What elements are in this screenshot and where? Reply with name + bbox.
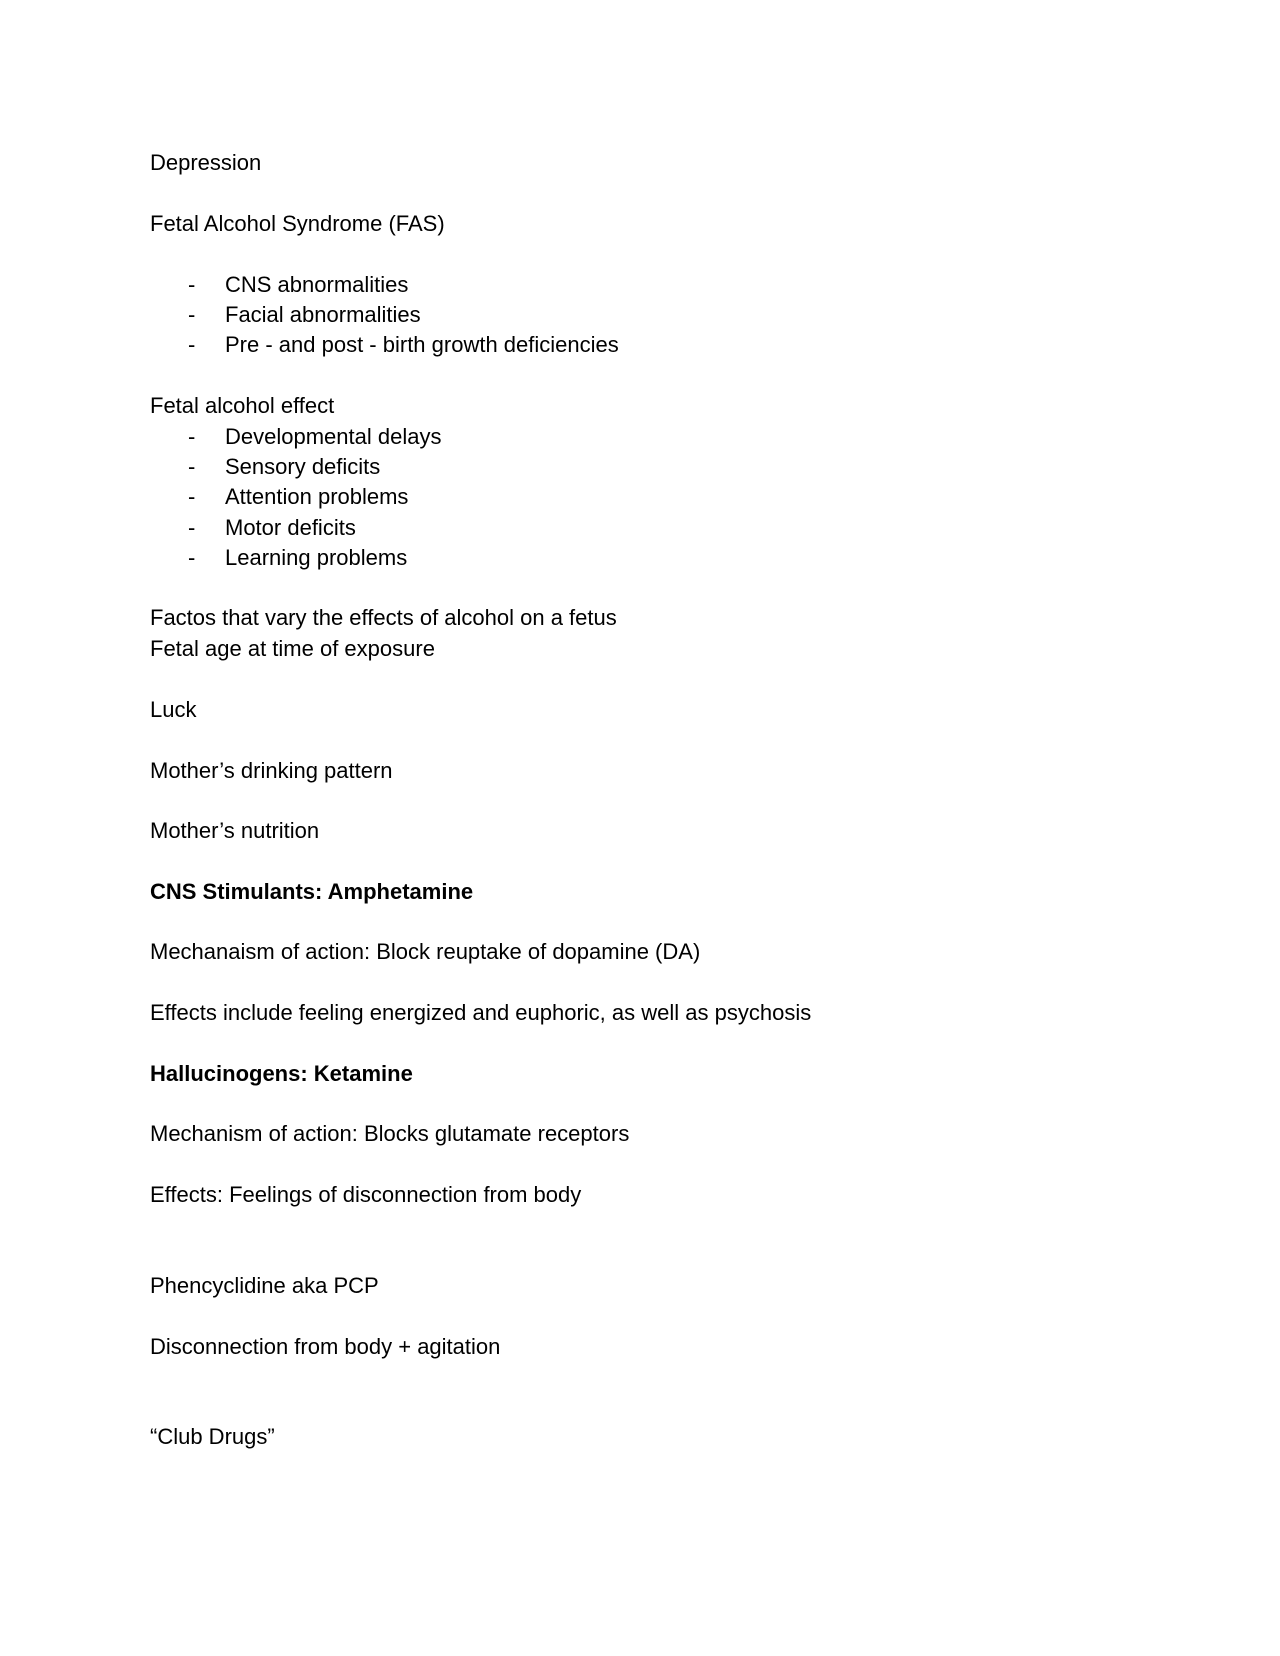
list-item-text: Motor deficits (225, 515, 356, 540)
club-drugs-heading: “Club Drugs” (150, 1424, 275, 1449)
list-item-text: Attention problems (225, 484, 409, 509)
stimulants-heading: CNS Stimulants: Amphetamine (150, 879, 474, 904)
list-item-text: Developmental delays (225, 424, 442, 449)
factor-line: Fetal age at time of exposure (150, 636, 435, 661)
bullet-dash: - (188, 272, 196, 297)
list-item (188, 452, 380, 482)
pcp-heading: Phencyclidine aka PCP (150, 1273, 379, 1298)
list-item-text: Pre - and post - birth growth deficiencies (225, 332, 619, 357)
bullet-dash: - (188, 302, 196, 327)
list-item (188, 330, 619, 360)
hallucinogens-mechanism: Mechanism of action: Blocks glutamate receptors (150, 1121, 630, 1146)
list-item-text: CNS abnormalities (225, 272, 409, 297)
list-item (188, 482, 408, 512)
factors-heading: Factos that vary the effects of alcohol on a fetus (150, 605, 617, 630)
list-item-text: Sensory deficits (225, 454, 381, 479)
hallucinogens-heading: Hallucinogens: Ketamine (150, 1061, 413, 1086)
bullet-dash: - (188, 545, 196, 570)
bullet-dash: - (188, 332, 196, 357)
fae-heading: Fetal alcohol effect (150, 393, 335, 418)
bullet-dash: - (188, 484, 196, 509)
list-item-text: Facial abnormalities (225, 302, 421, 327)
list-item (188, 300, 421, 330)
list-item (188, 513, 356, 543)
fas-heading: Fetal Alcohol Syndrome (FAS) (150, 211, 445, 236)
list-item (188, 543, 407, 573)
hallucinogens-effects: Effects: Feelings of disconnection from body (150, 1182, 582, 1207)
bullet-dash: - (188, 454, 196, 479)
bullet-dash: - (188, 424, 196, 449)
depression-heading: Depression (150, 150, 262, 175)
factor-line: Mother’s nutrition (150, 818, 320, 843)
factor-line: Mother’s drinking pattern (150, 758, 393, 783)
stimulants-mechanism: Mechanaism of action: Block reuptake of dopamine (DA) (150, 939, 701, 964)
pcp-effects: Disconnection from body + agitation (150, 1334, 501, 1359)
list-item (188, 270, 408, 300)
factor-line: Luck (150, 697, 197, 722)
stimulants-effects: Effects include feeling energized and euphoric, as well as psychosis (150, 1000, 812, 1025)
bullet-dash: - (188, 515, 196, 540)
list-item (188, 422, 441, 452)
list-item-text: Learning problems (225, 545, 408, 570)
